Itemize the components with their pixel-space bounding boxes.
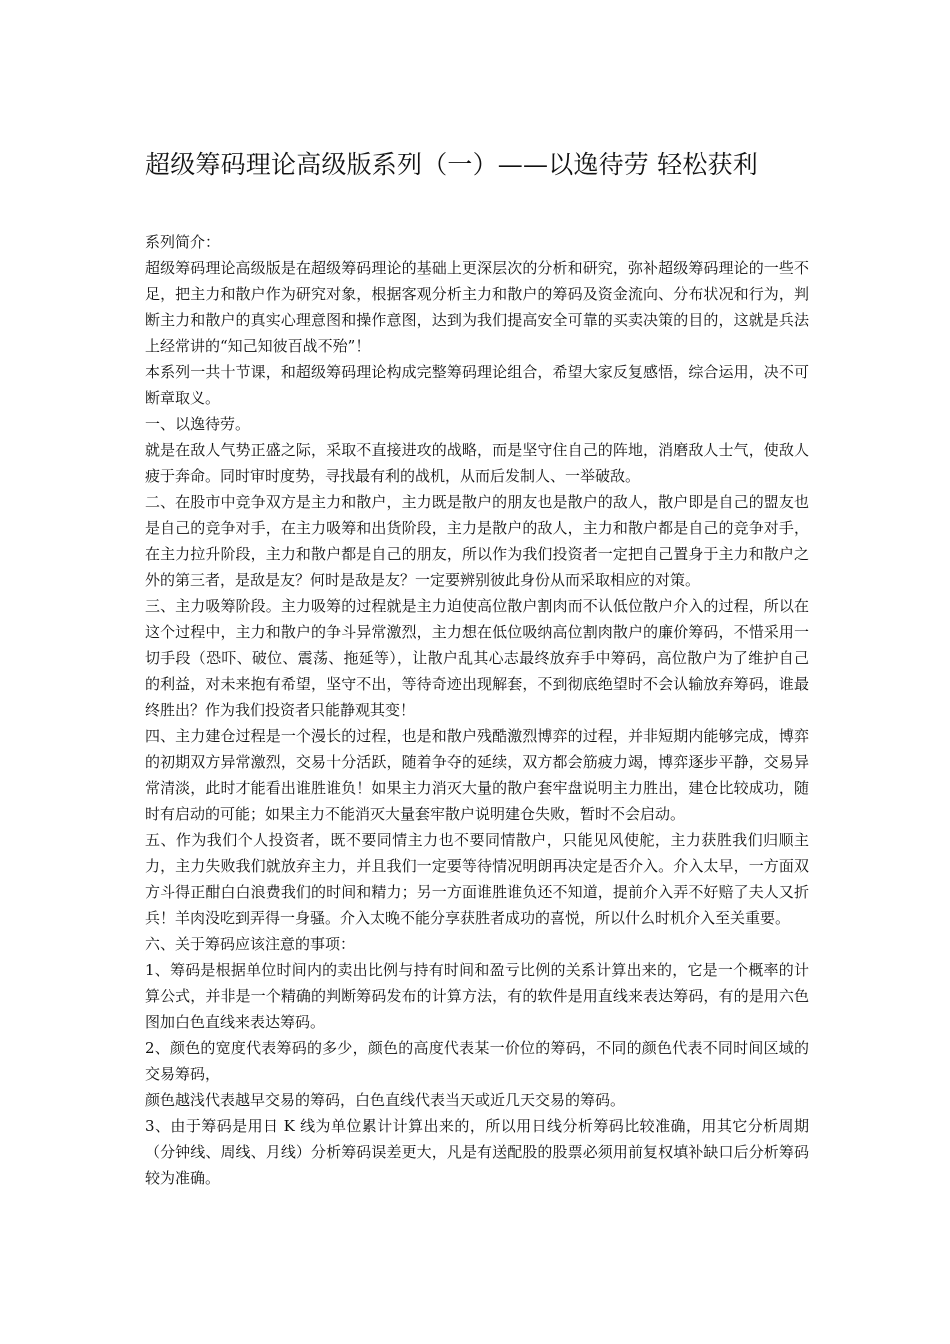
series-intro-heading: 系列简介： [145,233,221,251]
section-six-heading: 六、关于筹码应该注意的事项： [145,935,356,953]
section-four-paragraph: 四、主力建仓过程是一个漫长的过程，也是和散户残酷激烈博弈的过程，并非短期内能够完成，博弈的初期双方异常激烈，交易十分活跃，随着争夺的延续，双方都会筋疲力竭，博弈逐步平静，交易异常清淡，此时才能看出谁胜谁负！如果主力消灭大量的散户套牢盘说明主力胜出，建仓比较成功，随时有启动的可能；如果主力不能消灭大量套牢散户说明建仓失败，暂时不会启动。 [145,727,809,823]
note-three-paragraph: 3、由于筹码是用日 K 线为单位累计计算出来的，所以用日线分析筹码比较准确，用其它分析周期（分钟线、周线、月线）分析筹码误差更大，凡是有送配股的股票必须用前复权填补缺口后分析筹码较为准确。 [145,1117,809,1187]
section-two-paragraph: 二、在股市中竞争双方是主力和散户，主力既是散户的朋友也是散户的敌人，散户即是自己的盟友也是自己的竞争对手，在主力吸筹和出货阶段，主力是散户的敌人，主力和散户都是自己的竞争对手，在主力拉升阶段，主力和散户都是自己的朋友，所以作为我们投资者一定把自己置身于主力和散户之外的第三者，是敌是友？何时是敌是友？一定要辨别彼此身份从而采取相应的对策。 [145,493,809,589]
document-body [145,229,809,1191]
section-five-paragraph: 五、作为我们个人投资者，既不要同情主力也不要同情散户，只能见风使舵，主力获胜我们归顺主力，主力失败我们就放弃主力，并且我们一定要等待情况明朗再决定是否介入。介入太早，一方面双方斗得正酣白白浪费我们的时间和精力；另一方面谁胜谁负还不知道，提前介入弄不好赔了夫人又折兵！羊肉没吃到弄得一身骚。介入太晚不能分享获胜者成功的喜悦，所以什么时机介入至关重要。 [145,831,809,927]
section-one-paragraph: 就是在敌人气势正盛之际，采取不直接进攻的战略，而是坚守住自己的阵地，消磨敌人士气，使敌人疲于奔命。同时审时度势，寻找最有利的战机，从而后发制人、一举破敌。 [145,441,809,485]
note-two-continuation: 颜色越浅代表越早交易的筹码，白色直线代表当天或近几天交易的筹码。 [145,1091,626,1109]
note-two-paragraph: 2、颜色的宽度代表筹码的多少，颜色的高度代表某一价位的筹码，不同的颜色代表不同时间区域的交易筹码， [145,1039,809,1083]
series-course-paragraph: 本系列一共十节课，和超级筹码理论构成完整筹码理论组合，希望大家反复感悟，综合运用，决不可断章取义。 [145,363,809,407]
section-three-paragraph: 三、主力吸筹阶段。主力吸筹的过程就是主力迫使高位散户割肉而不认低位散户介入的过程，所以在这个过程中，主力和散户的争斗异常激烈，主力想在低位吸纳高位割肉散户的廉价筹码，不惜采用一切手段（恐吓、破位、震荡、拖延等），让散户乱其心志最终放弃手中筹码，高位散户为了维护自己的利益，对未来抱有希望，坚守不出，等待奇迹出现解套，不到彻底绝望时不会认输放弃筹码，谁最终胜出？作为我们投资者只能静观其变！ [145,597,809,719]
section-one-heading: 一、以逸待劳。 [145,415,251,433]
document-title: 超级筹码理论高级版系列（一）——以逸待劳 轻松获利 [145,150,758,179]
note-one-paragraph: 1、筹码是根据单位时间内的卖出比例与持有时间和盈亏比例的关系计算出来的，它是一个概率的计算公式，并非是一个精确的判断筹码发布的计算方法，有的软件是用直线来表达筹码，有的是用六色图加白色直线来表达筹码。 [145,961,809,1031]
series-intro-paragraph: 超级筹码理论高级版是在超级筹码理论的基础上更深层次的分析和研究，弥补超级筹码理论的一些不足，把主力和散户作为研究对象，根据客观分析主力和散户的筹码及资金流向、分布状况和行为，判断主力和散户的真实心理意图和操作意图，达到为我们提高安全可靠的买卖决策的目的，这就是兵法上经常讲的“知己知彼百战不殆”！ [145,259,809,355]
